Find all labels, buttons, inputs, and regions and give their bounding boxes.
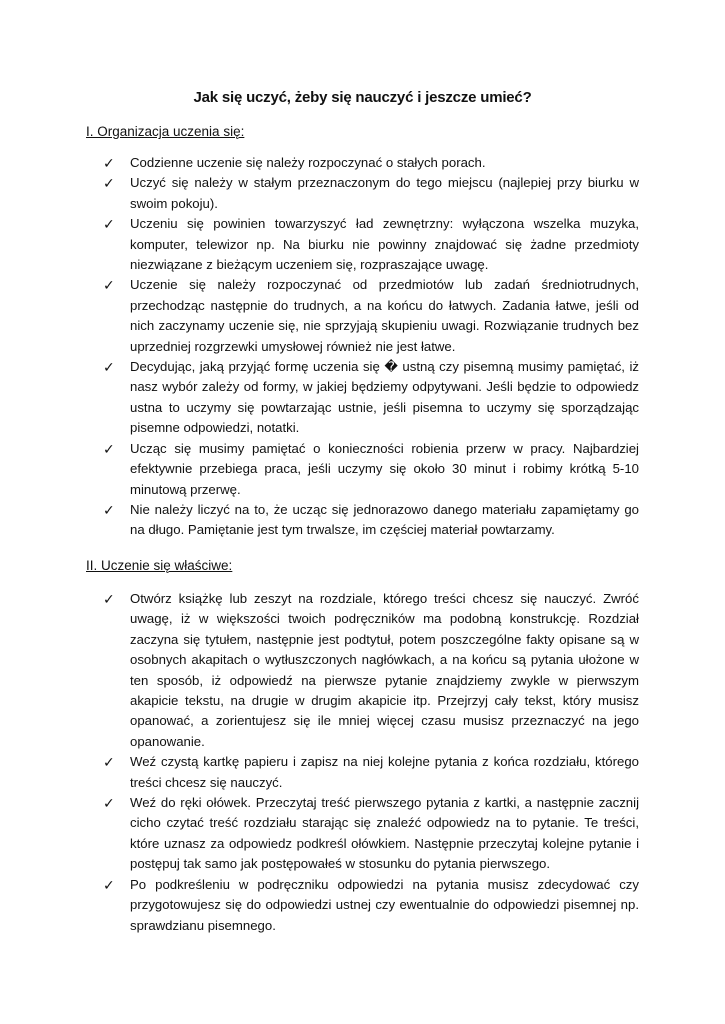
checkmark-icon: ✓	[103, 754, 115, 771]
list-item-text: Uczeniu się powinien towarzyszyć ład zewnętrzny: wyłączona wszelka muzyka, komputer, telewizor np. Na biurku nie powinny znajdować się żadne przedmioty niezwiązane z bieżącym uczeniem się, rozpraszające uwagę.	[130, 216, 639, 273]
list-item-text: Uczenie się należy rozpoczynać od przedmiotów lub zadań średniotrudnych, przechodząc następnie do trudnych, a na końcu do łatwych. Zadania łatwe, jeśli od nich zaczynamy uczenie się, nie sprzyjają skupieniu uwagi. Rozwiązanie trudnych bez uprzedniej rozgrzewki umysłowej również nie jest łatwe.	[130, 277, 639, 354]
checklist-learning	[103, 589, 639, 936]
checklist-organization	[103, 153, 639, 541]
list-item	[103, 875, 639, 936]
list-item	[103, 439, 639, 500]
list-item-text: Po podkreśleniu w podręczniku odpowiedzi na pytania musisz zdecydować czy przygotowujesz się do odpowiedzi ustnej czy ewentualnie do odpowiedzi pisemnej np. sprawdzianu pisemnego.	[130, 876, 639, 933]
list-item-text: Weź do ręki ołówek. Przeczytaj treść pierwszego pytania z kartki, a następnie zacznij cicho czytać treść rozdziału starając się znaleźć odpowiedz na to pytanie. Te treści, które uznasz za odpowiedz podkreśl ołówkiem. Następnie przeczytaj kolejne pytanie i postępuj tak samo jak postępowałeś w stosunku do pytania pierwszego.	[130, 795, 639, 872]
list-item-text: Codzienne uczenie się należy rozpoczynać o stałych porach.	[130, 155, 486, 170]
checkmark-icon: ✓	[103, 359, 115, 376]
list-item	[103, 500, 639, 541]
checkmark-icon: ✓	[103, 795, 115, 812]
list-item-text: Weź czystą kartkę papieru i zapisz na niej kolejne pytania z końca rozdziału, którego treści chcesz się nauczyć.	[130, 754, 639, 790]
list-item	[103, 275, 639, 357]
list-item	[103, 589, 639, 752]
list-item-text: Decydując, jaką przyjąć formę uczenia się � ustną czy pisemną musimy pamiętać, iż nasz wybór zależy od formy, w jakiej będziemy odpytywani. Jeśli będzie to odpowiedz ustna to uczymy się powtarzając ustnie, jeśli pisemna to uczymy się sporządzając pisemne odpowiedzi, notatki.	[130, 359, 639, 436]
list-item-text: Ucząc się musimy pamiętać o konieczności robienia przerw w pracy. Najbardziej efektywnie przebiega praca, jeśli uczymy się około 30 minut i robimy krótką 5-10 minutową przerwę.	[130, 440, 639, 497]
checkmark-icon: ✓	[103, 175, 115, 192]
checkmark-icon: ✓	[103, 277, 115, 294]
list-item	[103, 173, 639, 214]
section-heading-organization: I. Organizacja uczenia się:	[86, 124, 245, 139]
list-item-text: Uczyć się należy w stałym przeznaczonym do tego miejscu (najlepiej przy biurku w swoim pokoju).	[130, 175, 639, 211]
checkmark-icon: ✓	[103, 876, 115, 893]
list-item	[103, 752, 639, 793]
list-item	[103, 153, 639, 173]
checkmark-icon: ✓	[103, 440, 115, 457]
list-item	[103, 214, 639, 275]
page-title: Jak się uczyć, żeby się nauczyć i jeszcze umieć?	[193, 89, 532, 106]
checkmark-icon: ✓	[103, 155, 115, 171]
checkmark-icon: ✓	[103, 591, 115, 607]
list-item	[103, 357, 639, 439]
list-item-text: Otwórz książkę lub zeszyt na rozdziale, którego treści chcesz się nauczyć. Zwróć uwagę, iż w większości twoich podręczników ma podobną konstrukcję. Rozdział zaczyna się tytułem, następnie jest podtytuł, potem poszczególne fakty opisane są w osobnych akapitach o wytłuszczonych nagłówkach, a na końcu są pytania ułożone w ten sposób, iż odpowiedź na pierwsze pytanie znajdziemy zwykle w pierwszym akapicie tekstu, na drugie w drugim akapicie itp. Przejrzyj cały tekst, który musisz opanować, a zorientujesz się ile mniej więcej czasu musisz przeznaczyć na jego opanowanie.	[130, 591, 639, 749]
section-heading-learning: II. Uczenie się właściwe:	[86, 558, 233, 573]
list-item-text: Nie należy liczyć na to, że ucząc się jednorazowo danego materiału zapamiętamy go na długo. Pamiętanie jest tym trwalsze, im częściej materiał powtarzamy.	[130, 501, 639, 538]
checkmark-icon: ✓	[103, 216, 115, 233]
checkmark-icon: ✓	[103, 501, 115, 518]
list-item	[103, 793, 639, 875]
